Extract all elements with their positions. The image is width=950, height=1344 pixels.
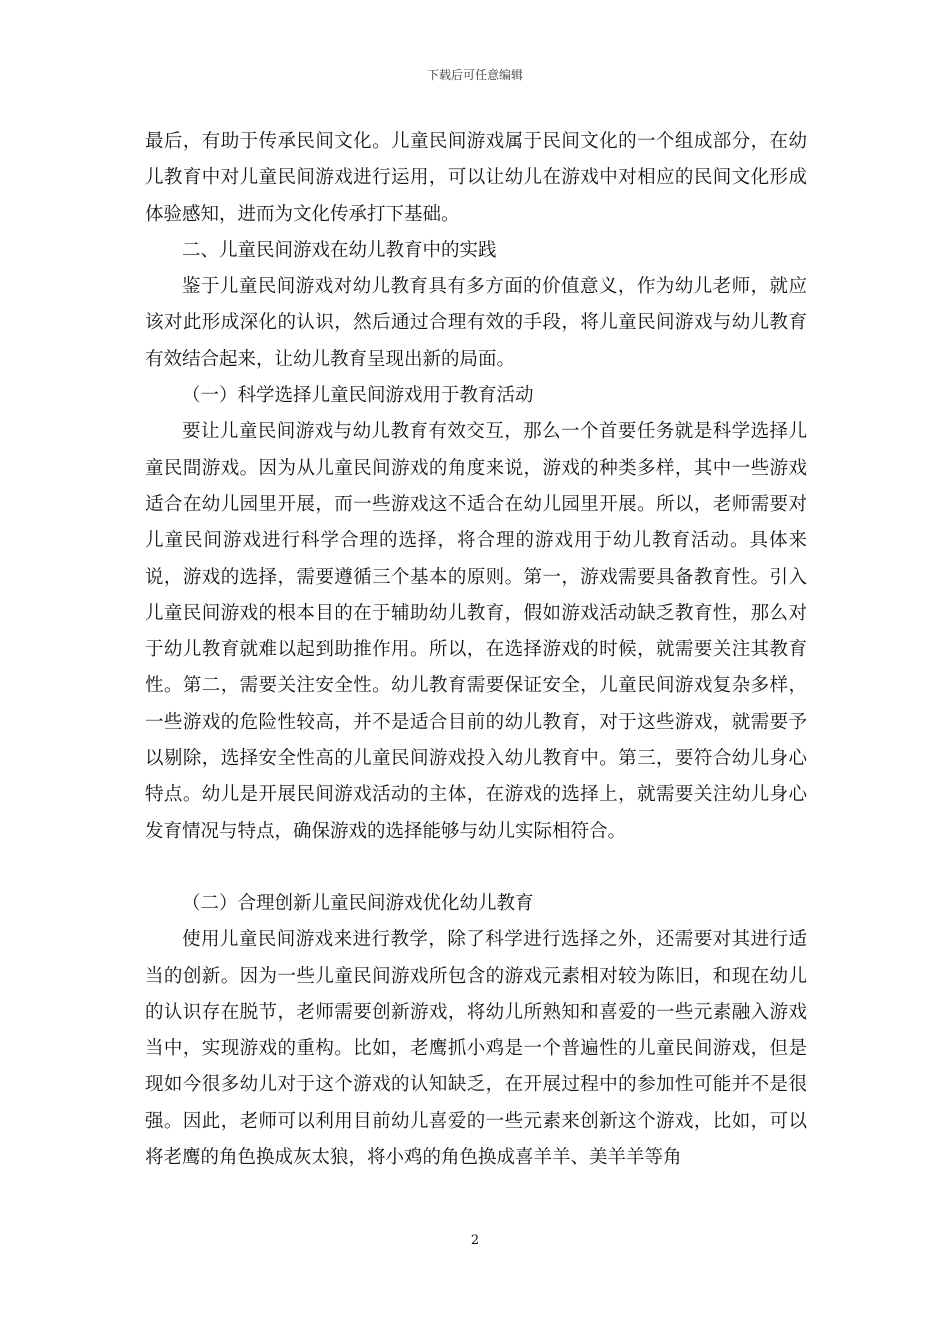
paragraph: 要让儿童民间游戏与幼儿教育有效交互，那么一个首要任务就是科学选择儿童民間游戏。因为从儿童民间游戏的角度来说，游戏的种类多样，其中一些游戏适合在幼儿园里开展，而一些游戏这不适合在幼儿园里开展。所以，老师需要对儿童民间游戏进行科学合理的选择，将合理的游戏用于幼儿教育活动。具体来说，游戏的选择，需要遵循三个基本的原则。第一，游戏需要具备教育性。引入儿童民间游戏的根本目的在于辅助幼儿教育，假如游戏活动缺乏教育性，那么对于幼儿教育就难以起到助推作用。所以，在选择游戏的时候，就需要关注其教育性。第二，需要关注安全性。幼儿教育需要保证安全，儿童民间游戏复杂多样，一些游戏的危险性较高，并不是适合目前的幼儿教育，对于这些游戏，就需要予以剔除，选择安全性高的儿童民间游戏投入幼儿教育中。第三，要符合幼儿身心特点。幼儿是开展民间游戏活动的主体，在游戏的选择上，就需要关注幼儿身心发育情况与特点，确保游戏的选择能够与幼儿实际相符合。 xyxy=(145,421,807,842)
subsection-heading: （二）合理创新儿童民间游戏优化幼儿教育 xyxy=(182,892,534,914)
page-header: 下载后可任意编辑 xyxy=(426,68,523,82)
paragraph: 使用儿童民间游戏来进行教学，除了科学进行选择之外，还需要对其进行适当的创新。因为一些儿童民间游戏所包含的游戏元素相对较为陈旧，和现在幼儿的认识存在脱节，老师需要创新游戏，将幼儿所熟知和喜爱的一些元素融入游戏当中，实现游戏的重构。比如，老鹰抓小鸡是一个普遍性的儿童民间游戏，但是现如今很多幼儿对于这个游戏的认知缺乏，在开展过程中的参加性可能并不是很强。因此，老师可以利用目前幼儿喜爱的一些元素来创新这个游戏，比如，可以将老鹰的角色换成灰太狼，将小鸡的角色换成喜羊羊、美羊羊等角 xyxy=(145,929,807,1169)
paragraph: 最后，有助于传承民间文化。儿童民间游戏属于民间文化的一个组成部分，在幼儿教育中对儿童民间游戏进行运用，可以让幼儿在游戏中对相应的民间文化形成体验感知，进而为文化传承打下基础。 xyxy=(145,131,807,225)
section-heading: 二、儿童民间游戏在幼儿教育中的实践 xyxy=(182,239,497,261)
subsection-heading: （一）科学选择儿童民间游戏用于教育活动 xyxy=(182,385,534,407)
page-number: 2 xyxy=(470,1233,480,1248)
paragraph: 鉴于儿童民间游戏对幼儿教育具有多方面的价值意义，作为幼儿老师，就应该对此形成深化的认识，然后通过合理有效的手段，将儿童民间游戏与幼儿教育有效结合起来，让幼儿教育呈现出新的局面。 xyxy=(145,276,807,370)
document-body xyxy=(145,124,807,1176)
paragraph-spacer xyxy=(145,850,807,886)
